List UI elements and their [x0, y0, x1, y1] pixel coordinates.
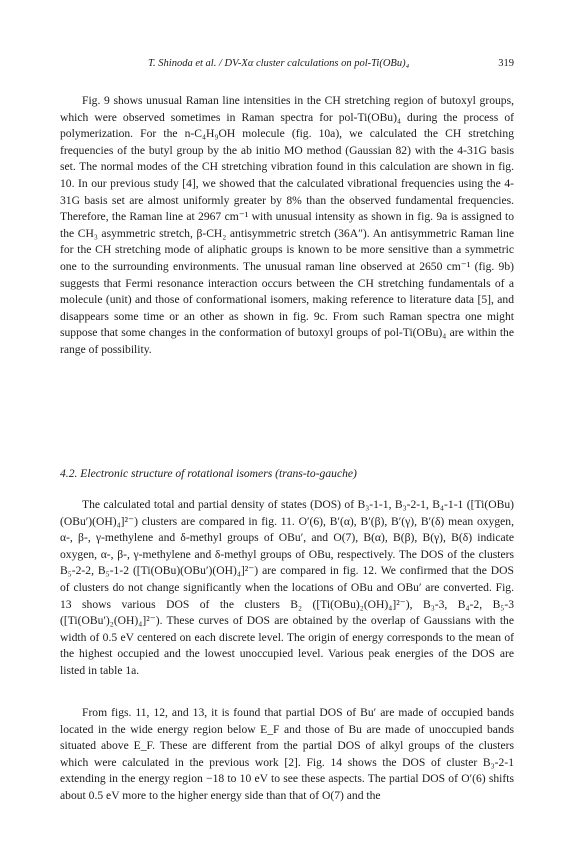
- body-paragraph-2: [60, 497, 514, 680]
- paragraph-text: From figs. 11, 12, and 13, it is found that partial DOS of Bu′ are made of occupied bands located in the wide energy region below E_F and those of Bu are made of unoccupied bands situated above E_F. These are different from the partial DOS of alkyl groups of the clusters which were calculated in the previous work [2]. Fig. 14 shows the DOS of cluster B₃-2-1 extending in the energy region −18 to 10 eV to see these aspects. The partial DOS of O′(6) shifts about 0.5 eV more to the higher energy side than that of O(7) and the: [60, 706, 514, 802]
- body-paragraph-3: [60, 705, 514, 805]
- paragraph-text: Fig. 9 shows unusual Raman line intensities in the CH stretching region of butoxyl groups, which were observed sometimes in Raman spectra for pol-Ti(OBu)₄ during the process of polymerization. For the n-C₄H₉OH molecule (fig. 10a), we calculated the CH stretching frequencies of the butyl group by the ab initio MO method (Gaussian 82) with the 4-31G basis set. The normal modes of the CH stretching vibration found in this calculation are shown in fig. 10. In our previous study [4], we showed that the calculated vibrational frequencies using the 4-31G basis set are almost uniformly greater by 8% than the observed fundamental frequencies. Therefore, the Raman line at 2967 cm⁻¹ with unusual intensity as shown in fig. 9a is assigned to the CH₃ asymmetric stretch, β-CH₂ antisymmetric stretch (36A″). An antisymmetric Raman line for the CH stretching mode of aliphatic groups is known to be more sensitive than a symmetric one to the surrounding environments. The unusual raman line observed at 2650 cm⁻¹ (fig. 9b) suggests that Fermi resonance interaction occurs between the CH stretching fundamentals of a molecule (unit) and those of conformational isomers, making reference to literature data [5], and disappears some time or an other as shown in fig. 9c. From such Raman spectra one might suppose that some changes in the conformation of butoxyl groups of pol-Ti(OBu)₄ are within the range of possibility.: [60, 94, 514, 356]
- section-heading: 4.2. Electronic structure of rotational isomers (trans-to-gauche): [60, 467, 357, 480]
- running-title: T. Shinoda et al. / DV-Xα cluster calculations on pol-Ti(OBu)₄: [148, 58, 410, 69]
- body-paragraph-1: [60, 93, 514, 359]
- page-number: 319: [498, 58, 514, 69]
- running-header: [60, 58, 514, 74]
- paragraph-text: The calculated total and partial density of states (DOS) of B₃-1-1, B₃-2-1, B₄-1-1 ([Ti(OBu)(OBu′)(OH)₄]²⁻) clusters are compared in fig. 11. O′(6), B′(α), B′(β), B′(γ), B′(δ) mean oxygen, α-, β-, γ-methylene and δ-methyl groups of OBu′, and O(7), B(α), B(β), B(γ), B(δ) indicate oxygen, α-, β-, γ-methylene and δ-methyl groups of OBu, respectively. The DOS of the clusters B₅-2-2, B₅-1-2 ([Ti(OBu)(OBu′)(OH)₄]²⁻) are compared in fig. 12. We confirmed that the DOS of clusters do not change significantly when the locations of OBu and OBu′ are converted. Fig. 13 shows various DOS of the clusters B₂ ([Ti(OBu)₂(OH)₄]²⁻), B₃-3, B₄-2, B₅-3 ([Ti(OBu′)₂(OH)₄]²⁻). These curves of DOS are obtained by the overlap of Gaussians with the width of 0.5 eV centered on each discrete level. The origin of energy corresponds to the mean of the highest occupied and the lowest unoccupied level. Various peak energies of the DOS are listed in table 1a.: [60, 498, 514, 677]
